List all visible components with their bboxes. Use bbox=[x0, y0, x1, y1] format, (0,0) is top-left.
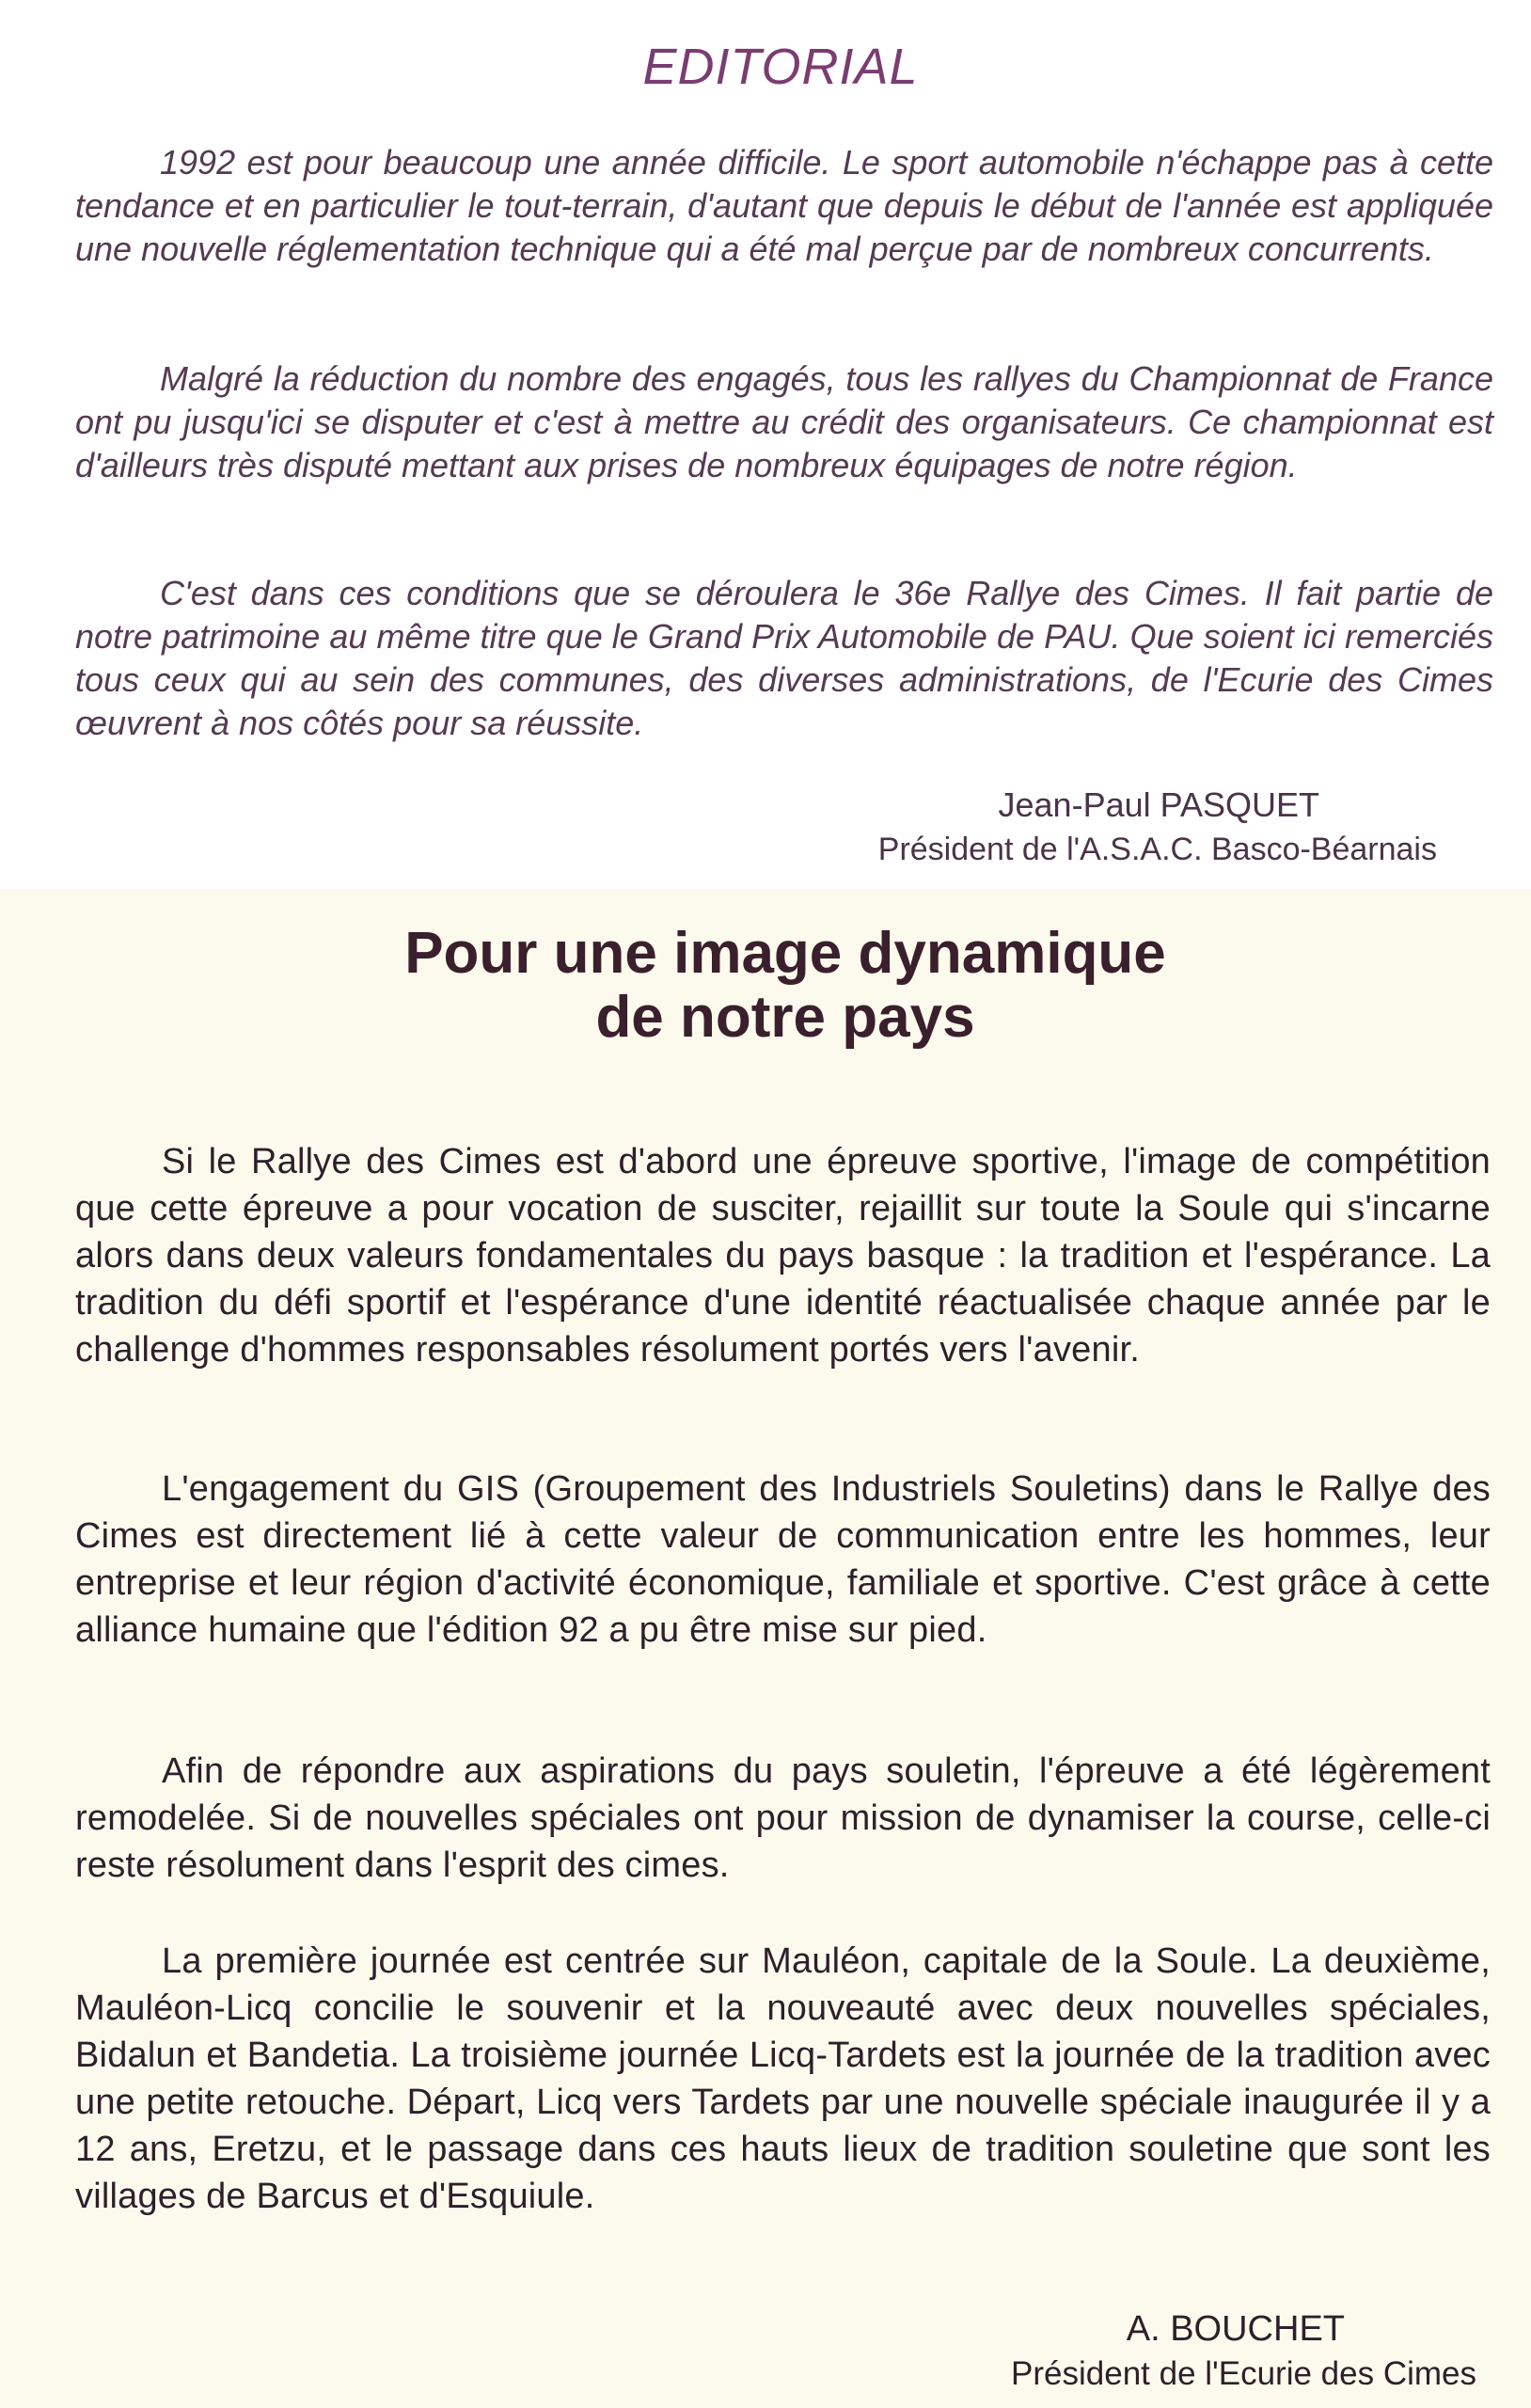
editorial-paragraph-2: Malgré la réduction du nombre des engagés, tous les rallyes du Championnat de France ont pu jusqu'ici se disputer et c'est à mettre au crédit des organisateurs. Ce championnat est d'ailleurs très disputé mettant aux prises de nombreux équipages de notre région. bbox=[75, 359, 1493, 484]
editorial-section bbox=[0, 0, 1531, 889]
article-paragraph-1: Si le Rallye des Cimes est d'abord une épreuve sportive, l'image de compétition que cette épreuve a pour vocation de susciter, rejaillit sur toute la Soule qui s'incarne alors dans deux valeurs fondamentales du pays basque : la tradition et l'espérance. La tradition du défi sportif et l'espérance d'une identité réactualisée chaque année par le challenge d'hommes responsables résolument portés vers l'avenir. bbox=[75, 1142, 1491, 1370]
editorial-signature-name: Jean-Paul PASQUET bbox=[998, 785, 1319, 824]
article-paragraph-2: L'engagement du GIS (Groupement des Industriels Souletins) dans le Rallye des Cimes est directement lié à cette valeur de communication entre les hommes, leur entreprise et leur région d'activité économique, familiale et sportive. C'est grâce à cette alliance humaine que l'édition 92 a pu être mise sur pied. bbox=[75, 1469, 1491, 1650]
editorial-signature-title: Président de l'A.S.A.C. Basco-Béarnais bbox=[877, 832, 1437, 867]
article-signature-title: Président de l'Ecurie des Cimes bbox=[1011, 2355, 1476, 2392]
headline-line-1: Pour une image dynamique bbox=[404, 921, 1166, 986]
editorial-paragraph-3: C'est dans ces conditions que se déroulera le 36e Rallye des Cimes. Il fait partie de notre patrimoine au même titre que le Grand Prix Automobile de PAU. Que soient ici remerciés tous ceux qui au sein des communes, des diverses administrations, de l'Ecurie des Cimes œuvrent à nos côtés pour sa réussite. bbox=[75, 574, 1493, 742]
article-paragraph-3: Afin de répondre aux aspirations du pays souletin, l'épreuve a été légèrement remodelée. Si de nouvelles spéciales ont pour mission de dynamiser la course, celle-ci reste résolument dans l'esprit des cimes. bbox=[75, 1751, 1491, 1885]
editorial-title: EDITORIAL bbox=[642, 39, 919, 95]
article-signature-name: A. BOUCHET bbox=[1126, 2309, 1345, 2349]
headline-line-2: de notre pays bbox=[595, 985, 975, 1050]
article-headline bbox=[0, 922, 1531, 1050]
article-paragraph-4: La première journée est centrée sur Mauléon, capitale de la Soule. La deuxième, Mauléon-Licq concilie le souvenir et la nouveauté avec deux nouvelles spéciales, Bidalun et Bandetia. La troisième journée Licq-Tardets est la journée de la tradition avec une petite retouche. Départ, Licq vers Tardets par une nouvelle spéciale inaugurée il y a 12 ans, Eretzu, et le passage dans ces hauts lieux de tradition souletine que sont les villages de Barcus et d'Esquiule. bbox=[75, 1941, 1491, 2216]
editorial-paragraph-1: 1992 est pour beaucoup une année difficile. Le sport automobile n'échappe pas à cette tendance et en particulier le tout-terrain, d'autant que depuis le début de l'année est appliquée une nouvelle réglementation technique qui a été mal perçue par de nombreux concurrents. bbox=[75, 143, 1493, 268]
